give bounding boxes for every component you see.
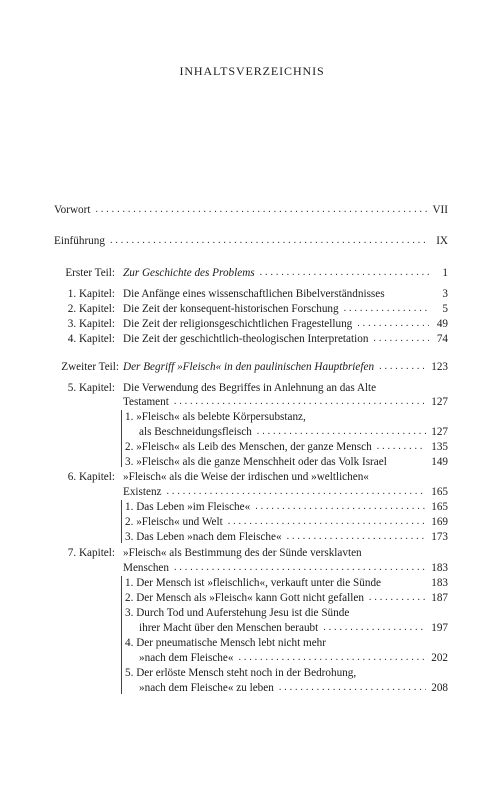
chapter-title-line-2: Existenz — [123, 486, 162, 498]
toc-entry-kapitel-1[interactable] — [54, 287, 448, 300]
table-of-contents — [54, 0, 448, 794]
toc-entry-kapitel-6-cont[interactable] — [54, 485, 448, 498]
chapter-label: 7. Kapitel: — [67, 547, 115, 559]
toc-entry-5-3[interactable] — [54, 455, 448, 468]
leader-dots — [255, 501, 426, 513]
section-title: 2. »Fleisch« als Leib des Menschen, der ganze Mensch — [125, 441, 372, 453]
toc-entry-5-1-cont[interactable] — [54, 425, 448, 438]
page-number: 127 — [431, 426, 448, 438]
chapter-label: 2. Kapitel: — [67, 303, 115, 315]
page-number: 74 — [436, 333, 448, 345]
chapter-label: 3. Kapitel: — [67, 318, 115, 330]
page-number: 197 — [431, 622, 448, 634]
page-number: 187 — [431, 592, 448, 604]
leader-dots — [379, 361, 426, 373]
section-title: 1. Das Leben »im Fleische« — [125, 501, 251, 513]
page-number: 149 — [431, 456, 448, 468]
toc-entry-kapitel-6[interactable] — [54, 470, 448, 483]
toc-entry-7-4[interactable] — [54, 636, 448, 649]
toc-entry-7-1[interactable] — [54, 576, 448, 589]
section-rule — [121, 410, 122, 467]
toc-entry-7-5-cont[interactable] — [54, 681, 448, 694]
leader-dots — [167, 486, 427, 498]
section-title-line-2: ihrer Macht über den Menschen beraubt — [139, 622, 319, 634]
page-number: 165 — [431, 501, 448, 513]
leader-dots — [174, 396, 426, 408]
toc-entry-6-3[interactable] — [54, 530, 448, 543]
section-title-line-1: 5. Der erlöste Mensch steht noch in der Bedrohung, — [125, 667, 357, 679]
chapter-title: Die Zeit der religionsgeschichtlichen Fragestellung — [123, 318, 353, 330]
part-title: Zur Geschichte des Problems — [123, 267, 255, 279]
section-title-line-1: 3. Durch Tod und Auferstehung Jesu ist die Sünde — [125, 607, 350, 619]
leader-dots — [228, 516, 427, 528]
toc-entry-kapitel-4[interactable] — [54, 332, 448, 345]
leader-dots — [377, 441, 427, 453]
section-rule — [121, 576, 122, 694]
section-title-line-2: als Beschneidungsfleisch — [139, 426, 252, 438]
page-number: 123 — [431, 361, 448, 373]
page-number: 127 — [431, 396, 448, 408]
leader-dots — [95, 204, 427, 216]
chapter-title-line-2: Menschen — [123, 562, 169, 574]
toc-entry-7-5[interactable] — [54, 666, 448, 679]
page-number: IX — [436, 235, 448, 247]
toc-entry-6-1[interactable] — [54, 500, 448, 513]
leader-dots — [260, 267, 429, 279]
section-title-line-2: »nach dem Fleische« zu leben — [139, 682, 274, 694]
page-number: 5 — [442, 303, 448, 315]
toc-entry-vorwort[interactable] — [54, 203, 448, 216]
chapter-title-line-1: »Fleisch« als Bestimmung des der Sünde versklavten — [123, 547, 362, 559]
toc-entry-kapitel-7[interactable] — [54, 546, 448, 559]
page-number: 208 — [431, 682, 448, 694]
page-number: VII — [432, 204, 448, 216]
chapter-title-line-1: Die Verwendung des Begriffes in Anlehnung an das Alte — [123, 382, 377, 394]
chapter-label: 5. Kapitel: — [67, 382, 115, 394]
section-title: 3. Das Leben »nach dem Fleische« — [125, 531, 282, 543]
section-title: 1. Der Mensch ist »fleischlich«, verkauft unter die Sünde — [125, 577, 382, 589]
entry-label: Einführung — [54, 235, 105, 247]
leader-dots — [279, 682, 426, 694]
page-number: 49 — [436, 318, 448, 330]
toc-entry-einfuehrung[interactable] — [54, 234, 448, 247]
chapter-title-line-1: »Fleisch« als die Weise der irdischen und »weltlichen« — [123, 471, 369, 483]
section-title: 3. »Fleisch« als die ganze Menschheit oder das Volk Israel — [125, 456, 387, 468]
chapter-label: 6. Kapitel: — [67, 471, 115, 483]
page-number: 165 — [431, 486, 448, 498]
leader-dots — [110, 235, 429, 247]
toc-entry-7-4-cont[interactable] — [54, 651, 448, 664]
toc-entry-6-2[interactable] — [54, 515, 448, 528]
chapter-title-line-2: Testament — [123, 396, 169, 408]
entry-label: Vorwort — [54, 204, 91, 216]
toc-entry-7-2[interactable] — [54, 591, 448, 604]
leader-dots — [344, 303, 429, 315]
chapter-label: 1. Kapitel: — [67, 288, 115, 300]
toc-entry-kapitel-5[interactable] — [54, 381, 448, 394]
toc-entry-kapitel-7-cont[interactable] — [54, 561, 448, 574]
toc-entry-kapitel-5-cont[interactable] — [54, 395, 448, 408]
part-title: Der Begriff »Fleisch« in den paulinischen Hauptbriefen — [123, 361, 375, 373]
part-label: Erster Teil: — [65, 267, 115, 279]
page-number: 173 — [431, 531, 448, 543]
page-number: 135 — [431, 441, 448, 453]
toc-entry-kapitel-2[interactable] — [54, 302, 448, 315]
leader-dots — [357, 318, 429, 330]
section-title: 2. »Fleisch« und Welt — [125, 516, 223, 528]
page-number: 1 — [442, 267, 448, 279]
section-title-line-2: »nach dem Fleische« — [139, 652, 234, 664]
leader-dots — [238, 652, 426, 664]
section-title: 2. Der Mensch als »Fleisch« kann Gott nicht gefallen — [125, 592, 364, 604]
toc-entry-5-2[interactable] — [54, 440, 448, 453]
leader-dots — [257, 426, 426, 438]
chapter-label: 4. Kapitel: — [67, 333, 115, 345]
toc-entry-7-3-cont[interactable] — [54, 621, 448, 634]
leader-dots — [323, 622, 426, 634]
toc-entry-teil-2[interactable] — [54, 360, 448, 373]
section-title-line-1: 1. »Fleisch« als belebte Körpersubstanz, — [125, 411, 306, 423]
leader-dots — [174, 562, 426, 574]
toc-entry-5-1[interactable] — [54, 410, 448, 423]
page-number: 183 — [431, 562, 448, 574]
section-title-line-1: 4. Der pneumatische Mensch lebt nicht mehr — [125, 637, 327, 649]
leader-dots — [287, 531, 427, 543]
page-number: 183 — [431, 577, 448, 589]
toc-entry-teil-1[interactable] — [54, 266, 448, 279]
page-number: 3 — [442, 288, 448, 300]
page-title: INHALTSVERZEICHNIS — [179, 64, 325, 78]
chapter-title: Die Anfänge eines wissenschaftlichen Bibelverständnisses — [123, 288, 385, 300]
part-label: Zweiter Teil: — [61, 361, 119, 373]
toc-entry-kapitel-3[interactable] — [54, 317, 448, 330]
leader-dots — [373, 333, 429, 345]
toc-entry-7-3[interactable] — [54, 606, 448, 619]
page-number: 202 — [431, 652, 448, 664]
section-rule — [121, 500, 122, 543]
chapter-title: Die Zeit der geschichtlich-theologischen Interpretation — [123, 333, 369, 345]
page-number: 169 — [431, 516, 448, 528]
leader-dots — [369, 592, 426, 604]
chapter-title: Die Zeit der konsequent-historischen Forschung — [123, 303, 339, 315]
